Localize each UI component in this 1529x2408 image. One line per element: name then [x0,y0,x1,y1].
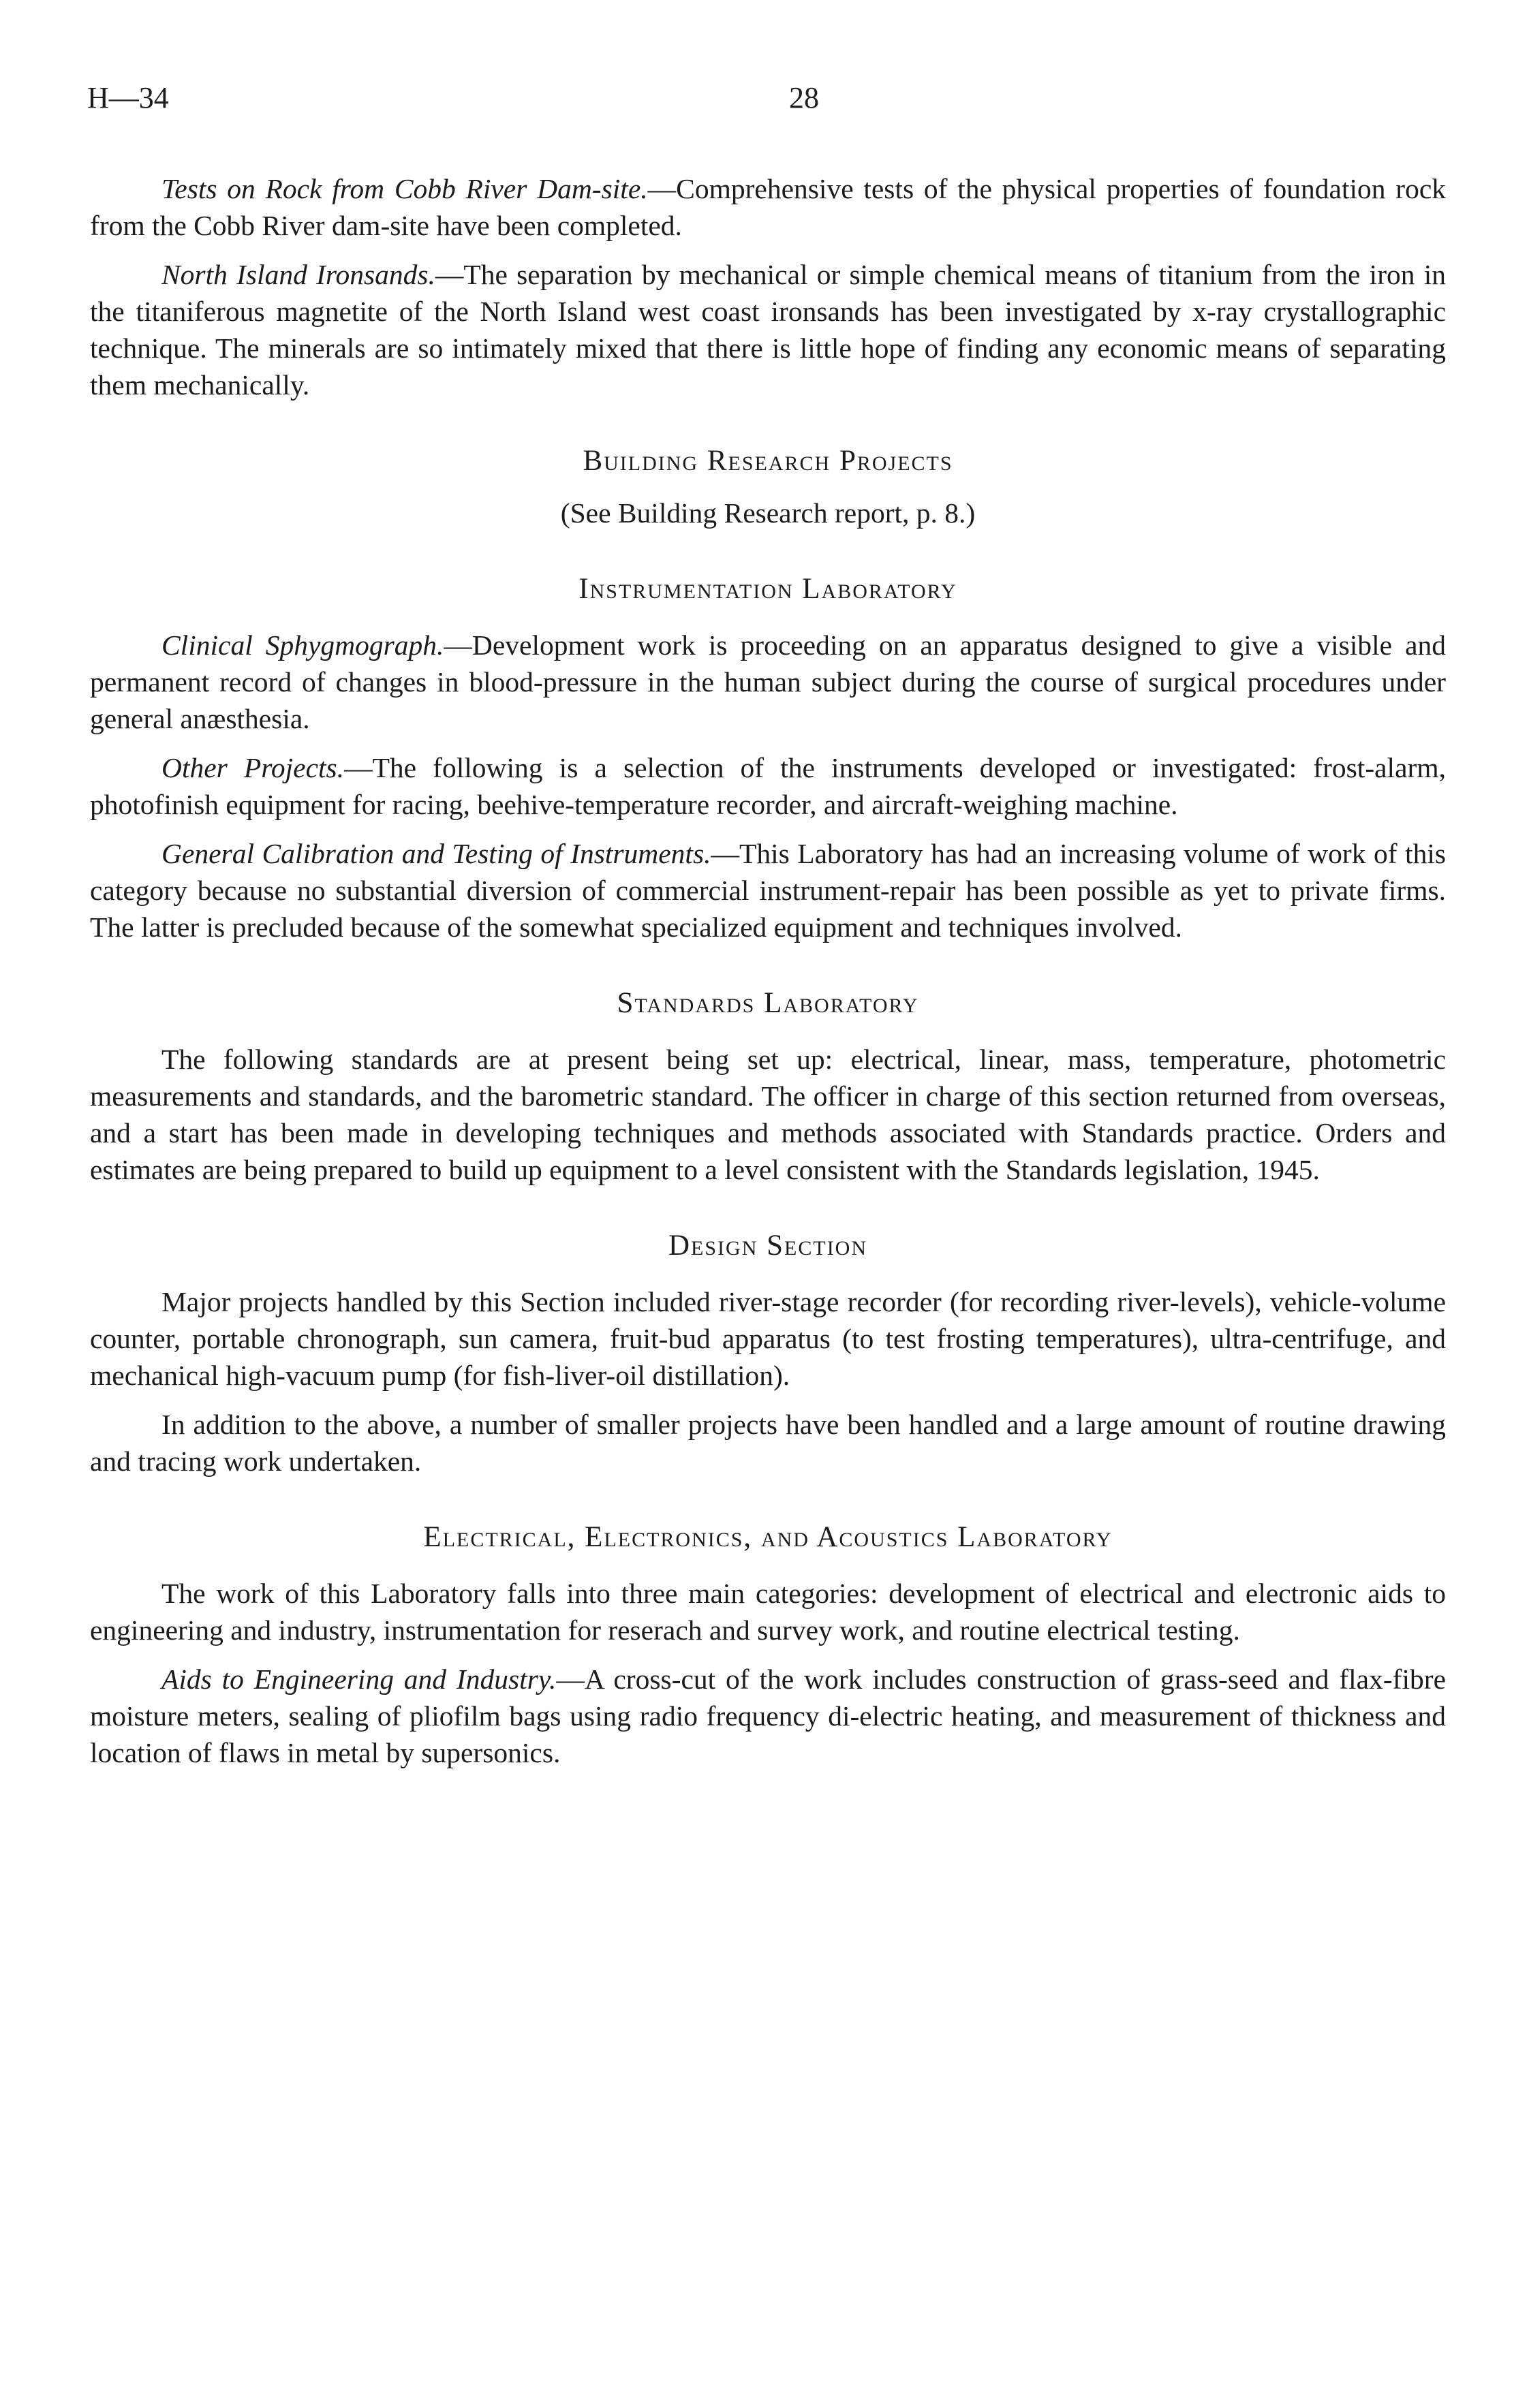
para-electrical-categories [90,1575,1446,1648]
heading-building-research-projects: Building Research Projects [583,445,953,477]
para-design-major-projects [90,1283,1446,1394]
document-body [90,170,1446,1783]
paragraph-title: Aids to Engineering and Industry. [161,1663,557,1695]
paragraph-text: —A cross-cut of the work includes construction of grass-seed and flax-fibre moisture meters, sealing of pliofilm bags using radio frequency di-electric heating, and measurement of thickness and location of flaws in metal by supersonics. [90,1663,1446,1768]
paragraph-title: Other Projects. [161,752,345,783]
paragraph-text: Major projects handled by this Section included river-stage recorder (for recording river-levels), vehicle-volume counter, portable chronograph, sun camera, fruit-bud apparatus (to test frosting temperatures), ultra-centrifuge, and mechanical high-vacuum pump (for fish-liver-oil distillation). [90,1286,1446,1391]
paragraph-text: The following standards are at present being set up: electrical, linear, mass, temperature, photometric measurements and standards, and the barometric standard. The officer in charge of this section returned from overseas, and a start has been made in developing techniques and methods associated with Standards practice. Orders and estimates are being prepared to build up equipment to a level consistent with the Standards legislation, 1945. [90,1044,1446,1185]
document-reference: H—34 [87,81,169,114]
building-research-note: (See Building Research report, p. 8.) [560,497,976,529]
paragraph-title: Clinical Sphygmograph. [161,629,444,661]
para-north-island-ironsands [90,256,1446,403]
para-clinical-sphygmograph [90,627,1446,737]
page-number: 28 [789,81,819,114]
paragraph-text: —Development work is proceeding on an apparatus designed to give a visible and permanent record of changes in blood-pressure in the human subject during the course of surgical procedures under general anæsthesia. [90,629,1447,734]
paragraph-text: —The following is a selection of the instruments developed or investigated: frost-alarm, photofinish equipment for racing, beehive-temperature recorder, and aircraft-weighing machine. [90,752,1446,820]
paragraph-title: General Calibration and Testing of Instruments. [161,838,711,869]
paragraph-title: Tests on Rock from Cobb River Dam-site. [161,173,648,204]
heading-electrical-laboratory: Electrical, Electronics, and Acoustics Laboratory [423,1521,1113,1553]
paragraph-text: —This Laboratory has had an increasing volume of work of this category because no substantial diversion of commercial instrument-repair has been possible as yet to private firms. The latter is precluded because of the somewhat specialized equipment and techniques involved. [90,838,1446,943]
para-design-smaller-projects [90,1406,1446,1480]
page-header [87,80,1443,121]
para-general-calibration [90,835,1446,945]
heading-design-section: Design Section [668,1230,868,1262]
paragraph-text: —Comprehensive tests of the physical properties of foundation rock from the Cobb River dam-site have been completed. [90,173,1446,241]
paragraph-text: —The separation by mechanical or simple chemical means of titanium from the iron in the titaniferous magnetite of the North Island west coast ironsands has been investigated by x-ray crystallographic technique. The minerals are so intimately mixed that there is little hope of finding any economic means of separating them mechanically. [90,259,1447,401]
paragraph-text: The work of this Laboratory falls into three main categories: development of electrical and electronic aids to engineering and industry, instrumentation for reserach and survey work, and routine electrical testing. [90,1578,1446,1646]
para-cobb-river [90,170,1446,244]
para-other-projects [90,749,1446,823]
heading-standards-laboratory: Standards Laboratory [617,987,919,1019]
paragraph-title: North Island Ironsands. [161,259,435,290]
para-aids-engineering [90,1661,1446,1771]
heading-instrumentation-laboratory: Instrumentation Laboratory [578,573,957,605]
paragraph-text: In addition to the above, a number of smaller projects have been handled and a large amount of routine drawing and tracing work undertaken. [90,1409,1446,1477]
para-standards [90,1041,1446,1188]
